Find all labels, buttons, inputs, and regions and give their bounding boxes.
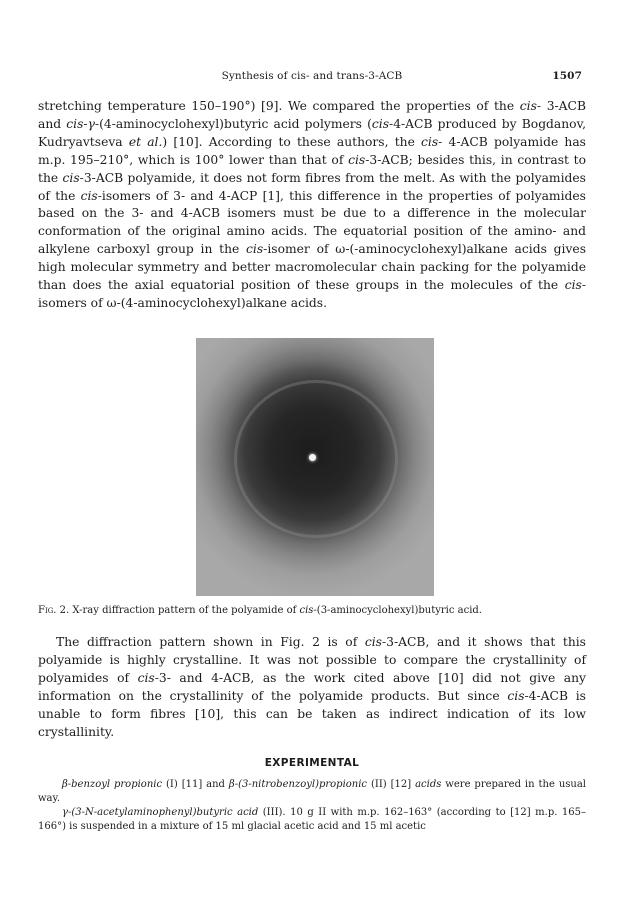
paragraph1-run: 4-ACB produced by Bogdanov, Kudryavtseva <box>38 116 586 149</box>
central-beam-spot <box>309 454 316 461</box>
paragraph2-run: 3- and 4-ACB, as the work cited above [10] did not give any information on the crystallinity of the polyamide products. But since <box>38 670 586 703</box>
paragraph2-run: cis- <box>364 635 387 649</box>
paragraph1-run: cis- <box>564 278 586 293</box>
figure-caption <box>38 604 586 617</box>
paragraph2-run: The diffraction pattern shown in Fig. 2 is of <box>56 635 365 649</box>
paragraph1-run: cis- <box>519 99 542 113</box>
paragraph-properties-comparison <box>38 98 586 313</box>
paragraph1-run: cis- <box>246 242 268 257</box>
caption-italic: cis- <box>299 605 317 616</box>
experimental-paragraph-1 <box>38 778 586 805</box>
paragraph-crystallinity <box>38 634 586 741</box>
caption-text: X-ray diffraction pattern of the polyamide of <box>69 605 300 616</box>
paragraph2-run: 3-ACB, and it shows that this polyamide is highly crystalline. It was not possible to compare the crystallinity of polyamides of <box>38 635 586 685</box>
experimental2-run: γ-(3-N-acetylaminophenyl)butyric acid <box>62 807 259 818</box>
paragraph1-run: cis-γ- <box>66 116 100 131</box>
experimental1-run: (II) [12] <box>367 779 416 790</box>
paragraph1-run: cis- <box>421 134 443 149</box>
experimental1-run: acids <box>415 779 442 790</box>
experimental1-run: β-(3-nitrobenzoyl)propionic <box>228 779 368 790</box>
paragraph1-run: cis- <box>62 170 84 185</box>
paragraph1-run: 4-ACB polyamide has m.p. 195–210°, which is 100° lower than that of <box>38 134 586 167</box>
section-heading-experimental: EXPERIMENTAL <box>264 757 360 769</box>
paragraph2-run: 4-ACB is unable to form fibres [10], this can be taken as indirect indication of its low crystallinity. <box>38 688 586 739</box>
experimental2-run: (III). 10 g II with m.p. 162–163° (according to [12] m.p. 165–166°) is suspended in a mixture of 15 ml glacial acetic acid and 15 ml acetic <box>38 807 586 832</box>
paragraph1-run: cis- <box>371 116 394 131</box>
paragraph1-run: et al. <box>128 134 163 149</box>
paragraph2-run: cis- <box>137 670 159 685</box>
paragraph1-run: 3-ACB and <box>38 99 586 131</box>
caption-rest: (3-aminocyclohexyl)butyric acid. <box>316 605 482 616</box>
page-number: 1507 <box>552 70 582 82</box>
paragraph2-run: cis- <box>507 688 529 703</box>
paragraph1-run: 3-ACB polyamide, it does not form fibres from the melt. As with the polyamides of the <box>38 170 586 203</box>
paragraph1-run: (4-aminocyclohexyl)butyric acid polymers ( <box>99 116 372 131</box>
paragraph1-run: cis- <box>80 188 102 203</box>
running-title: Synthesis of cis- and trans-3-ACB <box>221 70 403 82</box>
diffraction-ring <box>234 380 398 538</box>
paragraph1-run: cis- <box>348 152 370 167</box>
experimental1-run: β-benzoyl propionic <box>62 779 163 790</box>
paragraph1-run: stretching temperature 150–190°) [9]. We compared the properties of the <box>38 99 520 113</box>
paragraph1-run: isomer of ω-(-aminocyclohexyl)alkane acids gives high molecular symmetry and better macromolecular chain packing for the polyamide than does the axial equatorial position of these groups in the molecules of the <box>38 242 586 293</box>
paragraph1-run: 3-ACB; besides this, in contrast to the <box>38 152 586 185</box>
experimental1-run: (I) [11] and <box>162 779 229 790</box>
paragraph1-run: isomers of ω-(4-aminocyclohexyl)alkane acids. <box>38 295 328 310</box>
paragraph1-run: ) [10]. According to these authors, the <box>162 134 422 149</box>
experimental1-run: were prepared in the usual way. <box>38 779 586 804</box>
running-header <box>38 70 586 86</box>
paragraph1-run: isomers of 3- and 4-ACP [1], this difference in the properties of polyamides based on the 3- and 4-ACB isomers must be due to a difference in the molecular conformation of the original amino acids. The equatorial position of the amino- and alkylene carboxyl group in the <box>38 188 586 257</box>
figure-label: Fig. 2. <box>38 605 70 616</box>
experimental-paragraph-2 <box>38 806 586 833</box>
xray-diffraction-figure <box>196 338 434 596</box>
